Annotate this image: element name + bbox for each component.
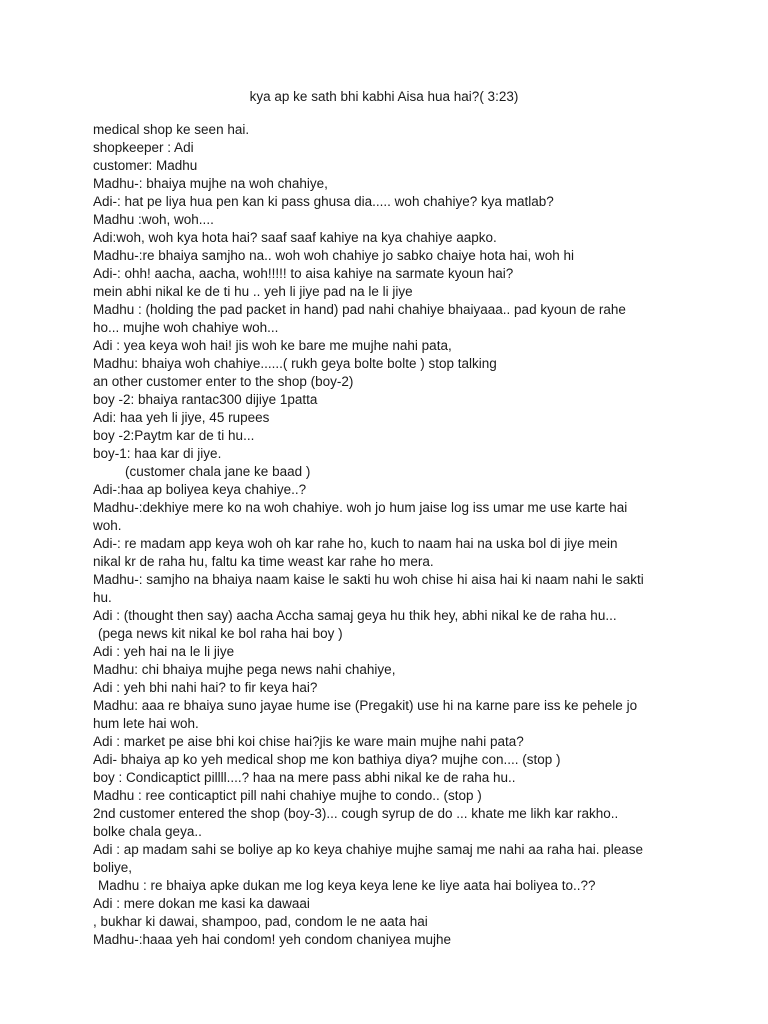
text-line: boy-1: haa kar di jiye. <box>93 446 222 461</box>
document-body <box>93 121 693 949</box>
text-line: Adi : mere dokan me kasi ka dawaai <box>93 896 310 911</box>
text-line: boy : Condicaptict pillll....? haa na mere pass abhi nikal ke de raha hu.. <box>93 770 516 785</box>
text-line: medical shop ke seen hai. <box>93 122 250 137</box>
text-line: (customer chala jane ke baad ) <box>125 464 311 479</box>
text-line: Madhu-: samjho na bhaiya naam kaise le sakti hu woh chise hi aisa hai ki naam nahi le sakti <box>93 572 644 587</box>
text-line: , bukhar ki dawai, shampoo, pad, condom le ne aata hai <box>93 914 428 929</box>
text-line: Madhu: aaa re bhaiya suno jayae hume ise (Pregakit) use hi na karne pare iss ke pehele jo <box>93 698 638 713</box>
text-line: Adi : (thought then say) aacha Accha samaj geya hu thik hey, abhi nikal ke de raha hu... <box>93 608 617 623</box>
text-line: Madhu-:dekhiye mere ko na woh chahiye. woh jo hum jaise log iss umar me use karte hai <box>93 500 628 515</box>
text-line: 2nd customer entered the shop (boy-3)... cough syrup de do ... khate me likh kar rakho.. <box>93 806 619 821</box>
text-line: boy -2: bhaiya rantac300 dijiye 1patta <box>93 392 318 407</box>
text-line: customer: Madhu <box>93 158 198 173</box>
text-line: Adi : yeh hai na le li jiye <box>93 644 235 659</box>
text-line: shopkeeper : Adi <box>93 140 194 155</box>
text-line: Adi : ap madam sahi se boliye ap ko keya chahiye mujhe samaj me nahi aa raha hai. please <box>93 842 644 857</box>
text-line: Adi-:haa ap boliyea keya chahiye..? <box>93 482 307 497</box>
text-line: Adi:woh, woh kya hota hai? saaf saaf kahiye na kya chahiye aapko. <box>93 230 497 245</box>
text-line: Madhu :woh, woh.... <box>93 212 214 227</box>
text-line: Adi : yea keya woh hai! jis woh ke bare me mujhe nahi pata, <box>93 338 452 353</box>
text-line: boliye, <box>93 860 133 875</box>
text-line: Adi: haa yeh li jiye, 45 rupees <box>93 410 270 425</box>
text-line: Adi- bhaiya ap ko yeh medical shop me kon bathiya diya? mujhe con.... (stop ) <box>93 752 561 767</box>
text-line: bolke chala geya.. <box>93 824 202 839</box>
text-line: Madhu: bhaiya woh chahiye......( rukh geya bolte bolte ) stop talking <box>93 356 497 371</box>
text-line: Madhu-: bhaiya mujhe na woh chahiye, <box>93 176 328 191</box>
text-line: nikal kr de raha hu, faltu ka time weast kar rahe ho mera. <box>93 554 434 569</box>
text-line: mein abhi nikal ke de ti hu .. yeh li jiye pad na le li jiye <box>93 284 413 299</box>
text-line: Adi : market pe aise bhi koi chise hai?jis ke ware main mujhe nahi pata? <box>93 734 524 749</box>
text-line: Adi-: hat pe liya hua pen kan ki pass ghusa dia..... woh chahiye? kya matlab? <box>93 194 554 209</box>
text-line: Madhu-:haaa yeh hai condom! yeh condom chaniyea mujhe <box>93 932 451 947</box>
document-title: kya ap ke sath bhi kabhi Aisa hua hai?( 3:23) <box>249 89 519 104</box>
text-line: Madhu : re bhaiya apke dukan me log keya keya lene ke liye aata hai boliyea to..?? <box>98 878 596 893</box>
text-line: Madhu : ree conticaptict pill nahi chahiye mujhe to condo.. (stop ) <box>93 788 482 803</box>
text-line: hum lete hai woh. <box>93 716 199 731</box>
text-line: boy -2:Paytm kar de ti hu... <box>93 428 255 443</box>
text-line: an other customer enter to the shop (boy-2) <box>93 374 354 389</box>
text-line: Adi : yeh bhi nahi hai? to fir keya hai? <box>93 680 318 695</box>
text-line: Adi-: re madam app keya woh oh kar rahe ho, kuch to naam hai na uska bol di jiye mein <box>93 536 618 551</box>
text-line: woh. <box>93 518 122 533</box>
text-line: ho... mujhe woh chahiye woh... <box>93 320 279 335</box>
text-line: Adi-: ohh! aacha, aacha, woh!!!!! to aisa kahiye na sarmate kyoun hai? <box>93 266 514 281</box>
text-line: hu. <box>93 590 112 605</box>
text-line: Madhu: chi bhaiya mujhe pega news nahi chahiye, <box>93 662 396 677</box>
text-line: (pega news kit nikal ke bol raha hai boy ) <box>98 626 343 641</box>
text-line: Madhu-:re bhaiya samjho na.. woh woh chahiye jo sabko chaiye hota hai, woh hi <box>93 248 575 263</box>
text-line: Madhu : (holding the pad packet in hand) pad nahi chahiye bhaiyaaa.. pad kyoun de rahe <box>93 302 626 317</box>
